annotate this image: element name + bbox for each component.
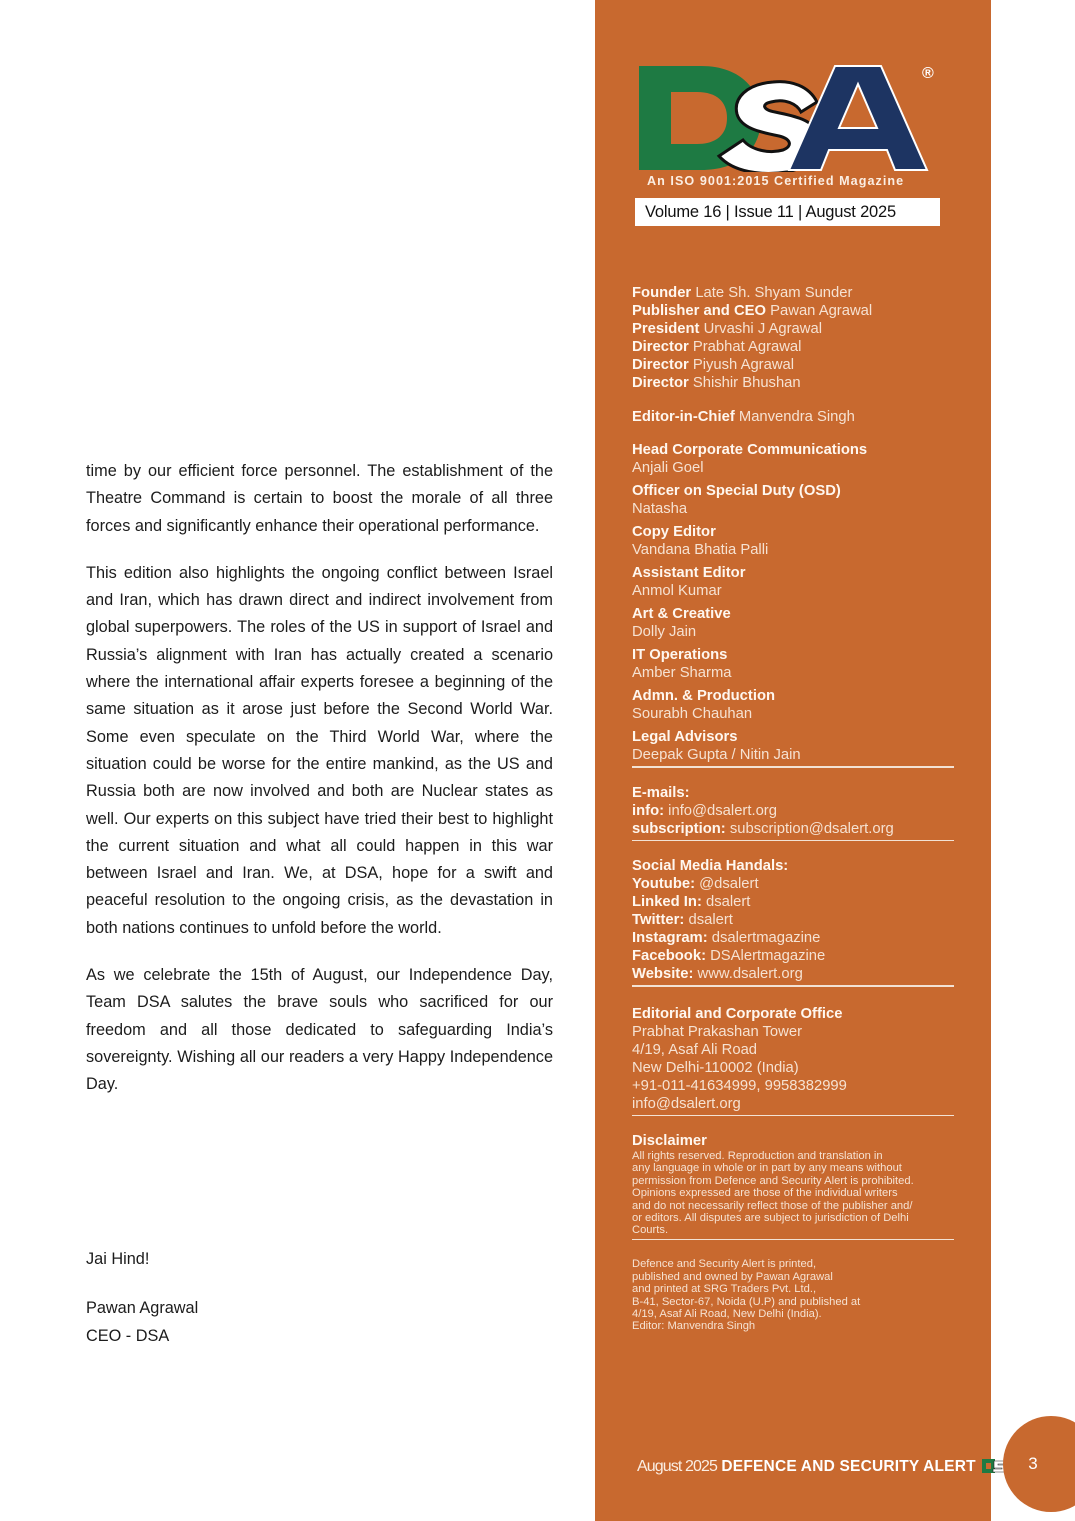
office-heading: Editorial and Corporate Office [632,1005,843,1022]
imprint-line: 4/19, Asaf Ali Road, New Delhi (India). [632,1307,822,1320]
email-row [632,820,954,838]
issue-line: Volume 16 | Issue 11 | August 2025 [635,198,940,226]
disclaimer-line: Opinions expressed are those of the individual writers [632,1187,898,1200]
staff-role: IT Operations [632,647,728,663]
social-handle[interactable]: @dsalert [699,876,759,892]
social-label: Facebook: [632,948,706,964]
credit-role: Director [632,357,689,373]
staff-name: Amber Sharma [632,665,732,681]
leadership-list [632,284,954,392]
credit-name: Shishir Bhushan [692,375,801,391]
credit-row [632,374,954,392]
disclaimer-line: All rights reserved. Reproduction and translation in [632,1150,883,1162]
credit-role: Director [632,375,689,391]
staff-role: Copy Editor [632,524,716,540]
disclaimer-line: any language in whole or in part by any means without [632,1162,902,1175]
editorial-letter [86,458,553,1119]
social-label: Twitter: [632,912,685,928]
social-label: Website: [632,966,694,982]
email-label: info: [632,802,665,819]
staff-name: Vandana Bhatia Palli [632,542,769,558]
office-phone: +91-011-41634999, 9958382999 [632,1077,847,1094]
disclaimer-line: Courts. [632,1224,669,1237]
social-handle[interactable]: dsalert [706,894,751,910]
disclaimer-line: permission from Defence and Security Alert is prohibited. [632,1174,914,1187]
page-footer [637,1458,1020,1479]
social-label: Linked In: [632,894,702,910]
social-handle[interactable]: DSAlertmagazine [710,948,826,964]
page-number: 3 [1028,1454,1038,1473]
social-row [632,929,954,947]
staff-name: Anmol Kumar [632,583,722,599]
letter-closing [86,1246,198,1350]
letter-paragraph: As we celebrate the 15th of August, our Independence Day, Team DSA salutes the brave souls who sacrificed for our freedom and all those dedicated to safeguarding India’s sovereignty. Wishing all our readers a very Happy Independence Day. [86,966,553,1094]
staff-entry [632,728,954,764]
social-label: Instagram: [632,930,708,946]
iso-tagline: An ISO 9001:2015 Certified Magazine [647,174,905,188]
imprint-line: B-41, Sector-67, Noida (U.P) and published at [632,1295,861,1308]
emails-heading: E-mails: [632,784,690,801]
masthead-sidebar [595,0,991,1521]
editor-in-chief-row [632,408,954,426]
disclaimer-text [632,1150,954,1237]
letter-paragraph: This edition also highlights the ongoing conflict between Israel and Iran, which has drawn direct and indirect involvement from global superpowers. The roles of the US in support of Israel and Russia’s alignment with Iran has actually created a scenario where the international affair experts foresee a beginning of the same situation as it arose just before the Second World War. Some even speculate on the Third World War, where the situation could be worse for the entire mankind, as the US and Russia both are now involved and both are Nuclear states as well. Our experts on this subject have tried their best to highlight the current situation and what all could happen in this war between Israel and Iran. We, at DSA, hope for a swift and peaceful resolution to the ongoing crisis, as the devastation in both nations continues to unfold before the world. [86,563,553,937]
social-row [632,893,954,911]
divider [632,1239,954,1241]
staff-entry [632,687,954,723]
office-line: Prabhat Prakashan Tower [632,1023,802,1040]
credit-role: Editor-in-Chief [632,409,735,425]
social-section [632,857,954,987]
staff-entry [632,564,954,600]
credit-row [632,356,954,374]
social-row [632,965,954,983]
staff-list [632,441,954,768]
social-row [632,875,954,893]
registered-mark: ® [922,65,934,82]
credit-row [632,338,954,356]
imprint-text [632,1258,954,1332]
email-row [632,802,954,820]
website-link[interactable]: www.dsalert.org [697,966,803,982]
social-heading: Social Media Handals: [632,858,789,874]
credit-name: Pawan Agrawal [770,303,873,319]
divider [632,1115,954,1117]
disclaimer-line: or editors. All disputes are subject to jurisdiction of Delhi [632,1212,909,1225]
credit-name: Piyush Agrawal [692,357,795,373]
footer-publication: DEFENCE AND SECURITY ALERT [721,1458,976,1475]
staff-role: Admn. & Production [632,688,776,704]
credit-name: Late Sh. Shyam Sunder [695,285,853,301]
staff-entry [632,523,954,559]
divider [632,766,954,768]
staff-role: Art & Creative [632,606,731,622]
credit-row [632,284,954,302]
disclaimer-heading: Disclaimer [632,1133,707,1149]
email-label: subscription: [632,820,726,837]
staff-name: Anjali Goel [632,460,704,476]
staff-entry [632,482,954,518]
imprint-line: published and owned by Pawan Agrawal [632,1270,833,1283]
email-link[interactable]: info@dsalert.org [668,802,777,819]
social-row [632,947,954,965]
credit-role: Director [632,339,689,355]
credit-role: Publisher and CEO [632,303,767,319]
imprint-line: Defence and Security Alert is printed, [632,1258,817,1271]
signatory-name: Pawan Agrawal [86,1299,199,1318]
social-handle[interactable]: dsalertmagazine [711,930,821,946]
letter-paragraph: time by our efficient force personnel. The establishment of the Theatre Command is certain to boost the morale of all three forces and significantly enhance their operational performance. [86,462,553,535]
staff-role: Legal Advisors [632,729,738,745]
staff-role: Officer on Special Duty (OSD) [632,483,841,499]
credit-name: Prabhat Agrawal [692,339,802,355]
dsa-logo [639,62,939,172]
credit-row [632,320,954,338]
credit-name: Urvashi J Agrawal [703,321,822,337]
imprint-line: and printed at SRG Traders Pvt. Ltd., [632,1283,817,1296]
staff-role: Head Corporate Communications [632,442,868,458]
staff-entry [632,441,954,477]
social-handle[interactable]: dsalert [688,912,733,928]
page-number-badge [1003,1416,1075,1512]
staff-name: Sourabh Chauhan [632,706,753,722]
divider [632,840,954,842]
credit-name: Manvendra Singh [738,409,855,425]
credit-role: President [632,321,700,337]
emails-section [632,784,954,842]
staff-name: Natasha [632,501,688,517]
office-section [632,1005,954,1117]
staff-role: Assistant Editor [632,565,746,581]
credit-row [632,302,954,320]
closing-salutation: Jai Hind! [86,1250,150,1268]
divider [632,985,954,987]
email-link[interactable]: subscription@dsalert.org [729,820,894,837]
masthead-credits [632,284,954,1333]
signatory-title: CEO - DSA [86,1326,170,1345]
staff-entry [632,605,954,641]
logo-letter-a [789,66,927,170]
office-line: New Delhi-110002 (India) [632,1059,799,1076]
disclaimer-section [632,1132,954,1240]
staff-name: Dolly Jain [632,624,697,640]
dsa-logo-graphic [639,62,939,172]
staff-name: Deepak Gupta / Nitin Jain [632,747,801,763]
office-line: 4/19, Asaf Ali Road [632,1041,758,1058]
office-email[interactable]: info@dsalert.org [632,1095,741,1112]
social-label: Youtube: [632,876,696,892]
credit-role: Founder [632,285,692,301]
staff-entry [632,646,954,682]
social-row [632,911,954,929]
imprint-line: Editor: Manvendra Singh [632,1320,756,1333]
disclaimer-line: and do not necessarily reflect those of the publisher and/ [632,1199,913,1212]
footer-month: August 2025 [637,1458,717,1475]
